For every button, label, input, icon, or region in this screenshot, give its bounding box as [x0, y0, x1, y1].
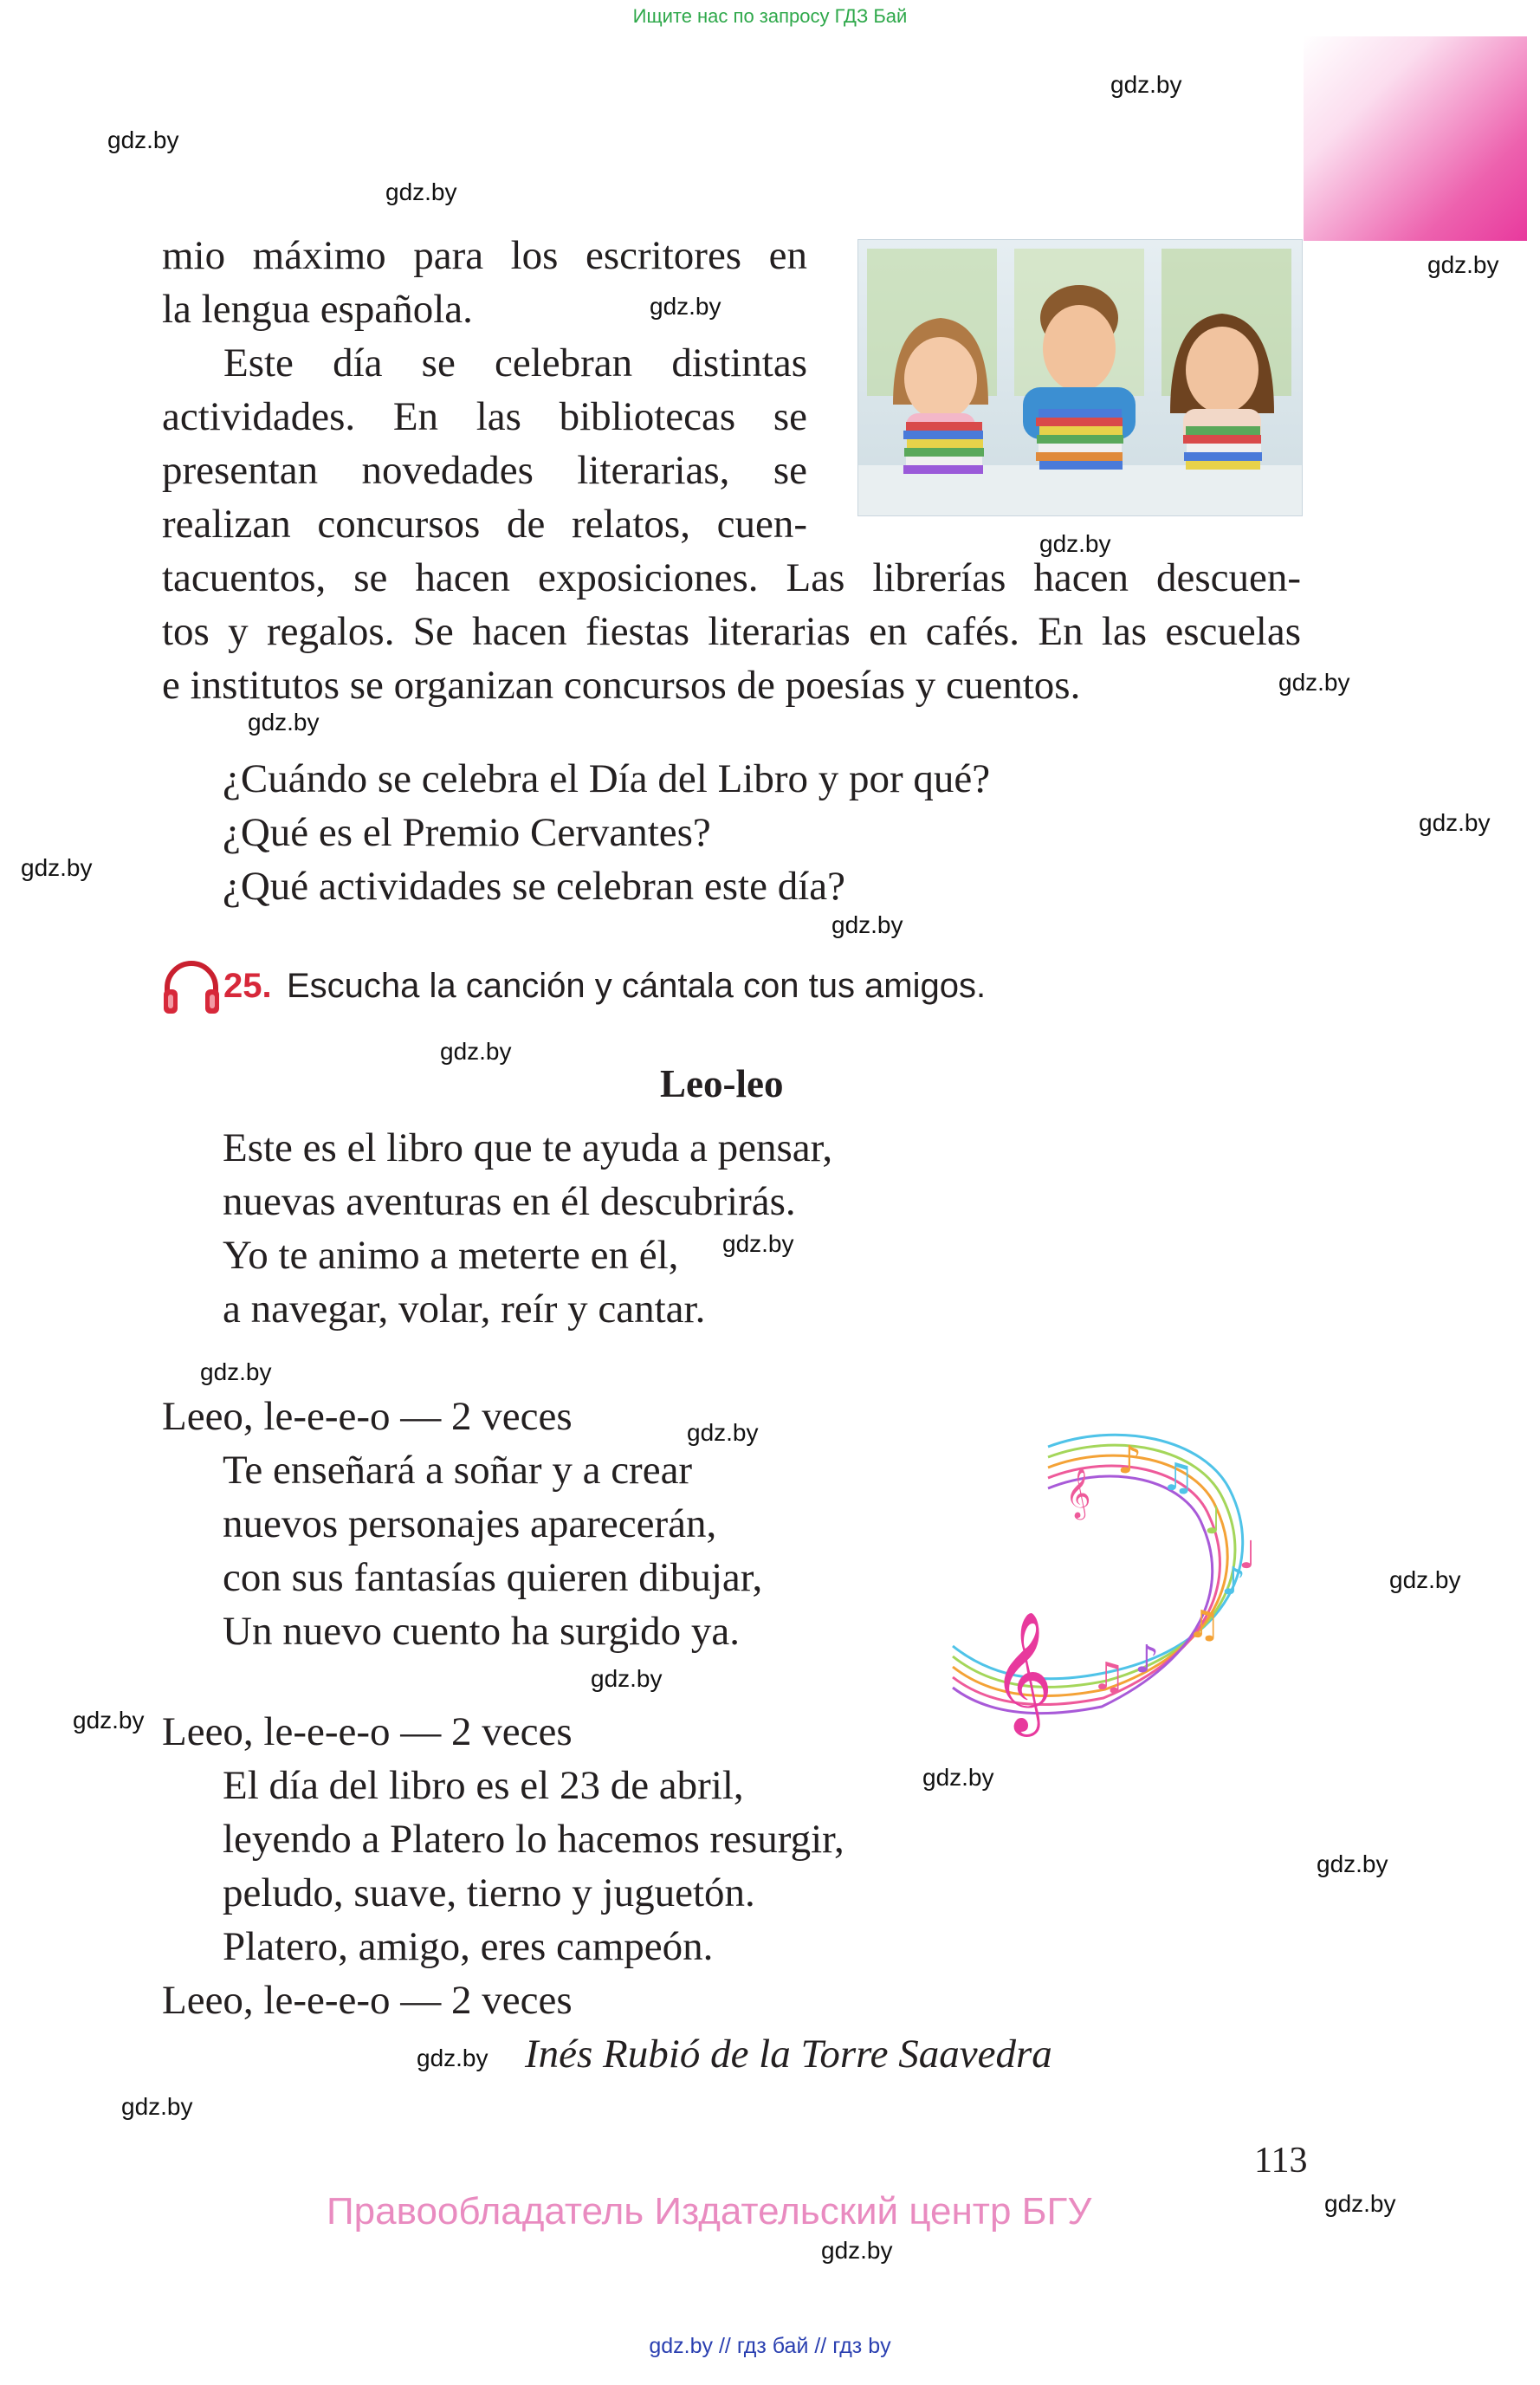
- song-line: leyendo a Platero lo hacemos resurgir,: [223, 1817, 844, 1862]
- copyright-notice: Правообладатель Издательский центр БГУ: [327, 2190, 1092, 2233]
- watermark: gdz.by: [1317, 1850, 1388, 1877]
- watermark: gdz.by: [73, 1707, 145, 1734]
- page-number: 113: [1254, 2141, 1308, 2181]
- svg-text:𝄞: 𝄞: [992, 1611, 1053, 1732]
- song-line: con sus fantasías quieren dibujar,: [223, 1555, 763, 1600]
- watermark: gdz.by: [107, 126, 179, 153]
- watermark: gdz.by: [722, 1230, 794, 1257]
- watermark: gdz.by: [922, 1764, 994, 1791]
- watermark: gdz.by: [1039, 530, 1111, 557]
- watermark: gdz.by: [831, 911, 903, 938]
- svg-text:♩: ♩: [1204, 1499, 1222, 1543]
- song-line: Un nuevo cuento ha surgido ya.: [223, 1609, 740, 1654]
- watermark: gdz.by: [591, 1665, 663, 1692]
- watermark: gdz.by: [650, 293, 721, 320]
- intro-line: tacuentos, se hacen exposiciones. Las librerías hacen descuen-: [162, 555, 1301, 600]
- intro-line: la lengua española.: [162, 287, 473, 332]
- song-line: nuevos personajes aparecerán,: [223, 1501, 717, 1546]
- song-line: a navegar, volar, reír y cantar.: [223, 1286, 706, 1332]
- exercise-instruction: Escucha la canción y cántala con tus amigos.: [287, 967, 987, 1005]
- intro-line: realizan concursos de relatos, cuen-: [162, 502, 807, 547]
- watermark: gdz.by: [1427, 251, 1499, 278]
- watermark: gdz.by: [1324, 2190, 1396, 2217]
- svg-text:♪: ♪: [1221, 1559, 1246, 1604]
- intro-line: Este día se celebran distintas: [223, 340, 807, 386]
- question: ¿Qué actividades se celebran este día?: [223, 864, 845, 909]
- intro-line: presentan novedades literarias, se: [162, 448, 807, 493]
- pink-corner-decoration: [1304, 36, 1527, 241]
- intro-line: actividades. En las bibliotecas se: [162, 394, 807, 439]
- song-chorus: Leeo, le-e-e-o — 2 veces: [162, 1978, 573, 2023]
- watermark: gdz.by: [417, 2045, 489, 2071]
- song-author: Inés Rubió de la Torre Saavedra: [525, 2032, 1052, 2077]
- watermark: gdz.by: [21, 854, 93, 881]
- song-line: Este es el libro que te ayuda a pensar,: [223, 1125, 833, 1170]
- song-chorus: Leeo, le-e-e-o — 2 veces: [162, 1394, 573, 1439]
- watermark: gdz.by: [121, 2093, 193, 2120]
- watermark: gdz.by: [200, 1358, 272, 1385]
- song-line: Yo te animo a meterte en él,: [223, 1233, 679, 1278]
- watermark: gdz.by: [1278, 669, 1350, 696]
- headphones-icon: [160, 958, 223, 1015]
- song-line: El día del libro es el 23 de abril,: [223, 1763, 744, 1808]
- svg-text:♪: ♪: [1135, 1637, 1160, 1682]
- watermark: gdz.by: [821, 2237, 893, 2264]
- question: ¿Qué es el Premio Cervantes?: [223, 810, 711, 855]
- song-chorus: Leeo, le-e-e-o — 2 veces: [162, 1709, 573, 1754]
- svg-text:♪: ♪: [1117, 1438, 1142, 1482]
- watermark: gdz.by: [385, 178, 457, 205]
- children-with-books-photo: [857, 239, 1303, 516]
- question: ¿Cuándo se celebra el Día del Libro y por qué?: [223, 756, 991, 801]
- song-line: Te enseñará a soñar y a crear: [223, 1448, 693, 1493]
- intro-line: e institutos se organizan concursos de poesías y cuentos.: [162, 663, 1081, 708]
- song-line: nuevas aventuras en él descubrirás.: [223, 1179, 796, 1224]
- watermark: gdz.by: [248, 709, 320, 736]
- svg-text:♫: ♫: [1091, 1655, 1126, 1699]
- svg-text:♫: ♫: [1187, 1603, 1221, 1647]
- svg-text:𝄞: 𝄞: [1065, 1468, 1091, 1518]
- watermark: gdz.by: [1110, 71, 1182, 98]
- intro-line: tos y regalos. Se hacen fiestas literarias en cafés. En las escuelas: [162, 609, 1301, 654]
- svg-text:♩: ♩: [1239, 1533, 1257, 1578]
- exercise-number: 25.: [223, 967, 272, 1005]
- watermark: gdz.by: [687, 1419, 759, 1446]
- song-line: Platero, amigo, eres campeón.: [223, 1924, 714, 1969]
- song-line: peludo, suave, tierno y juguetón.: [223, 1870, 755, 1915]
- watermark: gdz.by: [1389, 1566, 1461, 1593]
- song-title: Leo-leo: [660, 1062, 784, 1105]
- music-staff-illustration: [944, 1421, 1308, 1741]
- svg-text:♫: ♫: [1161, 1455, 1195, 1500]
- footer-links[interactable]: gdz.by // гдз бай // гдз by: [649, 2334, 891, 2358]
- search-hint: Ищите нас по запросу ГДЗ Бай: [632, 5, 908, 27]
- watermark: gdz.by: [1419, 809, 1491, 836]
- watermark: gdz.by: [440, 1038, 512, 1065]
- intro-line: mio máximo para los escritores en: [162, 233, 807, 278]
